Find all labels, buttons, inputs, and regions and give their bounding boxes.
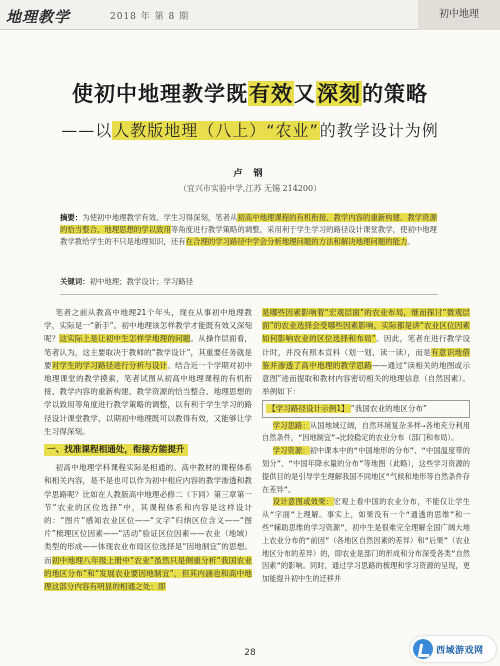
title-part-1: 使初中地理教学既	[72, 81, 248, 106]
design-intent-line	[262, 496, 470, 586]
line-label: 学习资源：	[272, 446, 310, 456]
text-run: ——通过“读相关的地图或示意图”进而提取和教材内容密切相关的地理信息（自然因素）。举例如下：	[262, 360, 471, 397]
line-label: 学习思路：	[272, 420, 310, 430]
abstract-highlight-2: 在合理的学习路径中学会分析地理问题的方法和解决地理问题的能力	[185, 237, 408, 247]
author-affiliation: （宜兴市实验中学,江苏 无锡 214200）	[178, 184, 322, 193]
abstract-highlight-1: 初高中地理课程的有机衔接、教学内容的重新构建、教学资源的恰当整合、地理思想的学以致用	[60, 213, 437, 235]
section-heading-highlight	[44, 444, 188, 456]
section-title: 找准课程相通处，衔接方能提升	[64, 445, 185, 456]
example-label: 【学习路径设计示例1】	[268, 404, 349, 414]
page-number: 28	[244, 648, 256, 658]
line-text: 初中课本中的“中国地形的分布”、“中国温度带的划分”、“中国年降水量的分布”等地图（此略），这些学习资源的提供目的是引导学生理解我国不同地区“气候和地形等自然条件存在差异”。	[262, 446, 470, 494]
learning-resource-line	[262, 445, 470, 496]
abstract-label: 摘要：	[60, 213, 83, 222]
site-name: 西域游戏网	[436, 646, 484, 656]
abstract-text-1: 为使初中地理教学有效、学生习得深刻，笔者从	[82, 213, 238, 222]
line-text: 宏观上看中国的农业分布，不能仅让学生从“字面”上理解。事实上，如果没有一个“通透的思维”和一些“辅助思维的学习资源”，初中生是很难完全理解全国广阔大地上农业分布的“前因”（各地区自然因素的差异）和“后果”（农业地区分布的差异）的，即农业是部门的形成和分布深受各类“自然因素”的影响。同时，通过学习思路的梳理和学习资源的呈现，更加能提升初中生的迁移并	[262, 497, 470, 584]
article-title	[0, 78, 500, 108]
line-label: 设计意图或效果：	[272, 497, 334, 507]
title-part-3: 的策略	[362, 81, 428, 106]
keywords-text: 初中地理；教学设计；学习路径	[89, 277, 194, 286]
keywords	[60, 276, 438, 287]
title-highlight-1: 有效	[249, 81, 293, 106]
text-run: 初高中地理学科课程实际是相通的。高中教材的课程体系和相关内容，是不是也可以作为初中相应内容的教学渗透和教学思路呢？比如在人教版高中地理必修二（下同）第三章第一节“农业的区位选择”中，其课程体系和内容是这样设计的：“图片”感知农业区位——“文字”归纳区位含义——“图片”梳理区位因素——“活动”验证区位因素——农业（地域）类型的形成——体现农业布局区位选择是“因地制宜”的思想。而	[44, 463, 252, 565]
title-part-2: 又	[294, 81, 316, 106]
subtitle-part-2: 的教学设计为例	[319, 121, 439, 140]
text-run: 。因此，笔者在进行教学设计时，并没有照本宣科（划一划、读一读），而是	[262, 334, 470, 357]
text-run: 笔者之前从教高中地理21个年头，现在从事初中地理教学，实际是一“新手”。初中地理该怎样教学才能既有效又深刻呢？	[44, 308, 252, 344]
right-column	[262, 306, 470, 586]
section-number: 一、	[47, 445, 65, 456]
section-tag: 初中地理	[418, 0, 500, 30]
divider	[60, 294, 438, 295]
left-column	[44, 306, 252, 593]
page-header	[0, 0, 500, 30]
continued-paragraph	[262, 306, 470, 398]
highlight-run: 对学生的学习路径进行分析与设计	[51, 360, 168, 370]
example-title: “我国农业的地区分布”	[350, 404, 427, 414]
title-highlight-2: 深刻	[317, 81, 361, 106]
highlight-run: 是哪些因素影响着“宏观层面”的农业布局，继而探讨“微观层面”的农业选择会受哪些因素影响，实际都是讲“农业区位因素如何影响农业的区位选择和布局”	[262, 308, 470, 344]
article-subtitle	[0, 118, 500, 141]
site-watermark[interactable]	[410, 636, 496, 662]
highlight-run: 有意识地借鉴并渗透了高中地理的教学思路	[262, 347, 471, 370]
highlight-run: 这实际上是让初中生怎样学地理的问题	[59, 334, 191, 344]
section-heading-1	[44, 444, 252, 457]
text-run: 。从操作层面看，笔者认为，这主要取决于教师的“教学设计”，其重要任务就是要	[44, 334, 253, 370]
subtitle-highlight: 人教版地理（八上）“农业”	[113, 121, 319, 140]
abstract-text-2: 等角度进行教学策略的调整，采用利于学生学习的路径设计课堂教学，使初中地理教学教给学生的不只是地理知识，还有	[60, 225, 437, 247]
section-1-paragraph	[44, 461, 252, 593]
example-box	[262, 400, 470, 417]
line-text: 从国地域辽阔，自然环境复杂多样→各地充分利用自然条件，“因地制宜”→比较稳定的农业分布（部门和布局）。	[262, 420, 470, 443]
journal-logo: 地理教学	[6, 8, 71, 26]
abstract	[60, 212, 438, 249]
author-name: 卢 钢	[233, 169, 267, 179]
subtitle-part-1: ——以	[61, 121, 113, 140]
text-run: 。结合近一个学期对初中地理课堂的教学摸索，笔者试图从初高中地理课程的有机衔接、教学内容的重新构建、教学资源的恰当整合、地理思想的学以致用等角度进行教学策略的调整，以有利于学生学习的路径设计课堂教学，以期初中地理既可以教得有效，又能够让学生习得深刻。	[44, 360, 253, 436]
keywords-label: 关键词：	[60, 277, 90, 286]
abstract-text-3: 。	[407, 237, 415, 247]
issue-label: 2018 年 第 8 期	[110, 12, 190, 22]
highlight-run: 初中地理八年级上册中“农业”虽然只是侧重分析“我国农业的地区分布”和“发展农业要因地制宜”，但其内涵也和高中地理这部分内容有明显的相通之处：即	[44, 555, 253, 592]
site-logo-icon	[413, 639, 433, 659]
learning-path-line	[262, 420, 470, 446]
intro-paragraph	[44, 306, 252, 438]
